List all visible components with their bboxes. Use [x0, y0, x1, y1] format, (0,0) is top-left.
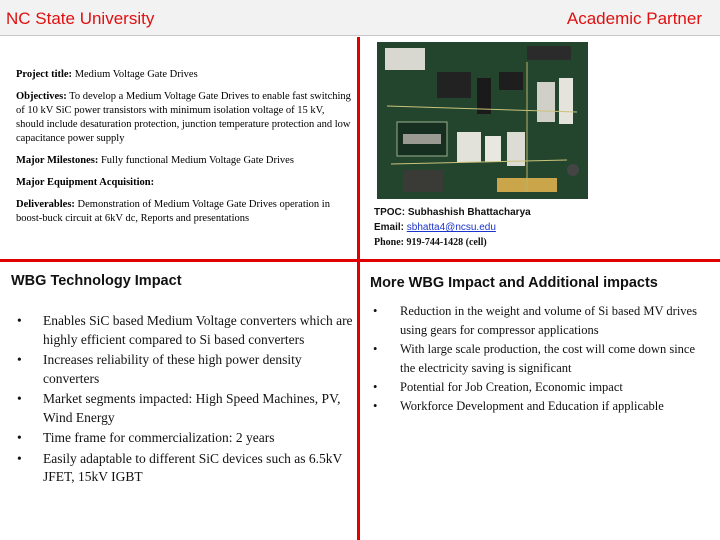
- objectives-value: To develop a Medium Voltage Gate Drives to enable fast switching of 10 kV SiC power transistors with minimum isolation voltage of 15 kV, should include desaturation protection, junction temperature protection and low capacitance power supply: [16, 91, 351, 144]
- email-link[interactable]: sbhatta4@ncsu.edu: [406, 222, 496, 233]
- deliverables-value: Demonstration of Medium Voltage Gate Drives operation in boost-buck circuit at 6kV dc, Reports and presentations: [16, 199, 330, 224]
- objectives-label: Objectives:: [16, 91, 67, 102]
- list-item-text: Workforce Development and Education if applicable: [400, 399, 664, 413]
- gate-drive-board-photo: [377, 42, 588, 199]
- bullet-mark: •: [373, 380, 378, 394]
- deliverables-line: [16, 198, 354, 226]
- tpoc-name: TPOC: Subhashish Bhattacharya: [374, 207, 531, 218]
- bullet-mark: •: [17, 430, 22, 445]
- milestones-line: [16, 154, 354, 168]
- equipment-line: [16, 176, 354, 190]
- bullet-mark: •: [373, 342, 378, 356]
- milestones-value: Fully functional Medium Voltage Gate Drives: [100, 155, 294, 166]
- horizontal-divider: [0, 259, 720, 262]
- tpoc-email-line: [374, 220, 704, 235]
- list-item-text: Enables SiC based Medium Voltage converters which are highly efficient compared to Si based converters: [43, 313, 353, 347]
- list-item-text: Increases reliability of these high power density converters: [43, 352, 302, 386]
- list-item-text: Reduction in the weight and volume of Si based MV drives using gears for compressor applications: [400, 304, 697, 337]
- email-label: Email:: [374, 222, 405, 233]
- equipment-label: Major Equipment Acquisition:: [16, 177, 155, 188]
- project-info: [16, 68, 354, 234]
- more-impact-heading: More WBG Impact and Additional impacts: [370, 275, 658, 291]
- bullet-mark: •: [373, 304, 378, 318]
- university-name: NC State University: [6, 9, 155, 28]
- more-impact-list: [0, 302, 710, 416]
- milestones-label: Major Milestones:: [16, 155, 99, 166]
- wbg-impact-heading: WBG Technology Impact: [11, 273, 182, 289]
- project-title-value: Medium Voltage Gate Drives: [74, 69, 198, 80]
- deliverables-label: Deliverables:: [16, 199, 75, 210]
- objectives-line: [16, 90, 354, 146]
- bullet-mark: •: [373, 399, 378, 413]
- bullet-mark: •: [17, 313, 22, 328]
- list-item-text: With large scale production, the cost will come down since the electricity saving is significant: [400, 342, 696, 375]
- bullet-mark: •: [17, 391, 22, 406]
- tpoc-contact: [374, 205, 704, 250]
- list-item-text: Market segments impacted: High Speed Machines, PV, Wind Energy: [43, 391, 341, 425]
- list-item-text: Potential for Job Creation, Economic impact: [400, 380, 623, 394]
- partner-label: Academic Partner: [566, 9, 702, 28]
- header-bar: [0, 0, 720, 36]
- list-item: [0, 302, 710, 340]
- bullet-mark: •: [17, 450, 22, 466]
- list-item: [0, 450, 356, 487]
- list-item-text: Easily adaptable to different SiC devices such as 6.5kV JFET, 15kV IGBT: [43, 450, 343, 484]
- list-item-text: Time frame for commercialization: 2 years: [43, 430, 275, 445]
- list-item: [0, 397, 710, 416]
- project-title-line: [16, 68, 354, 82]
- bullet-mark: •: [17, 352, 22, 367]
- tpoc-phone: Phone: 919-744-1428 (cell): [374, 237, 487, 248]
- list-item: [0, 429, 356, 448]
- vertical-divider: [357, 37, 360, 540]
- list-item: [0, 340, 710, 378]
- list-item: [0, 378, 710, 397]
- project-title-label: Project title:: [16, 69, 73, 80]
